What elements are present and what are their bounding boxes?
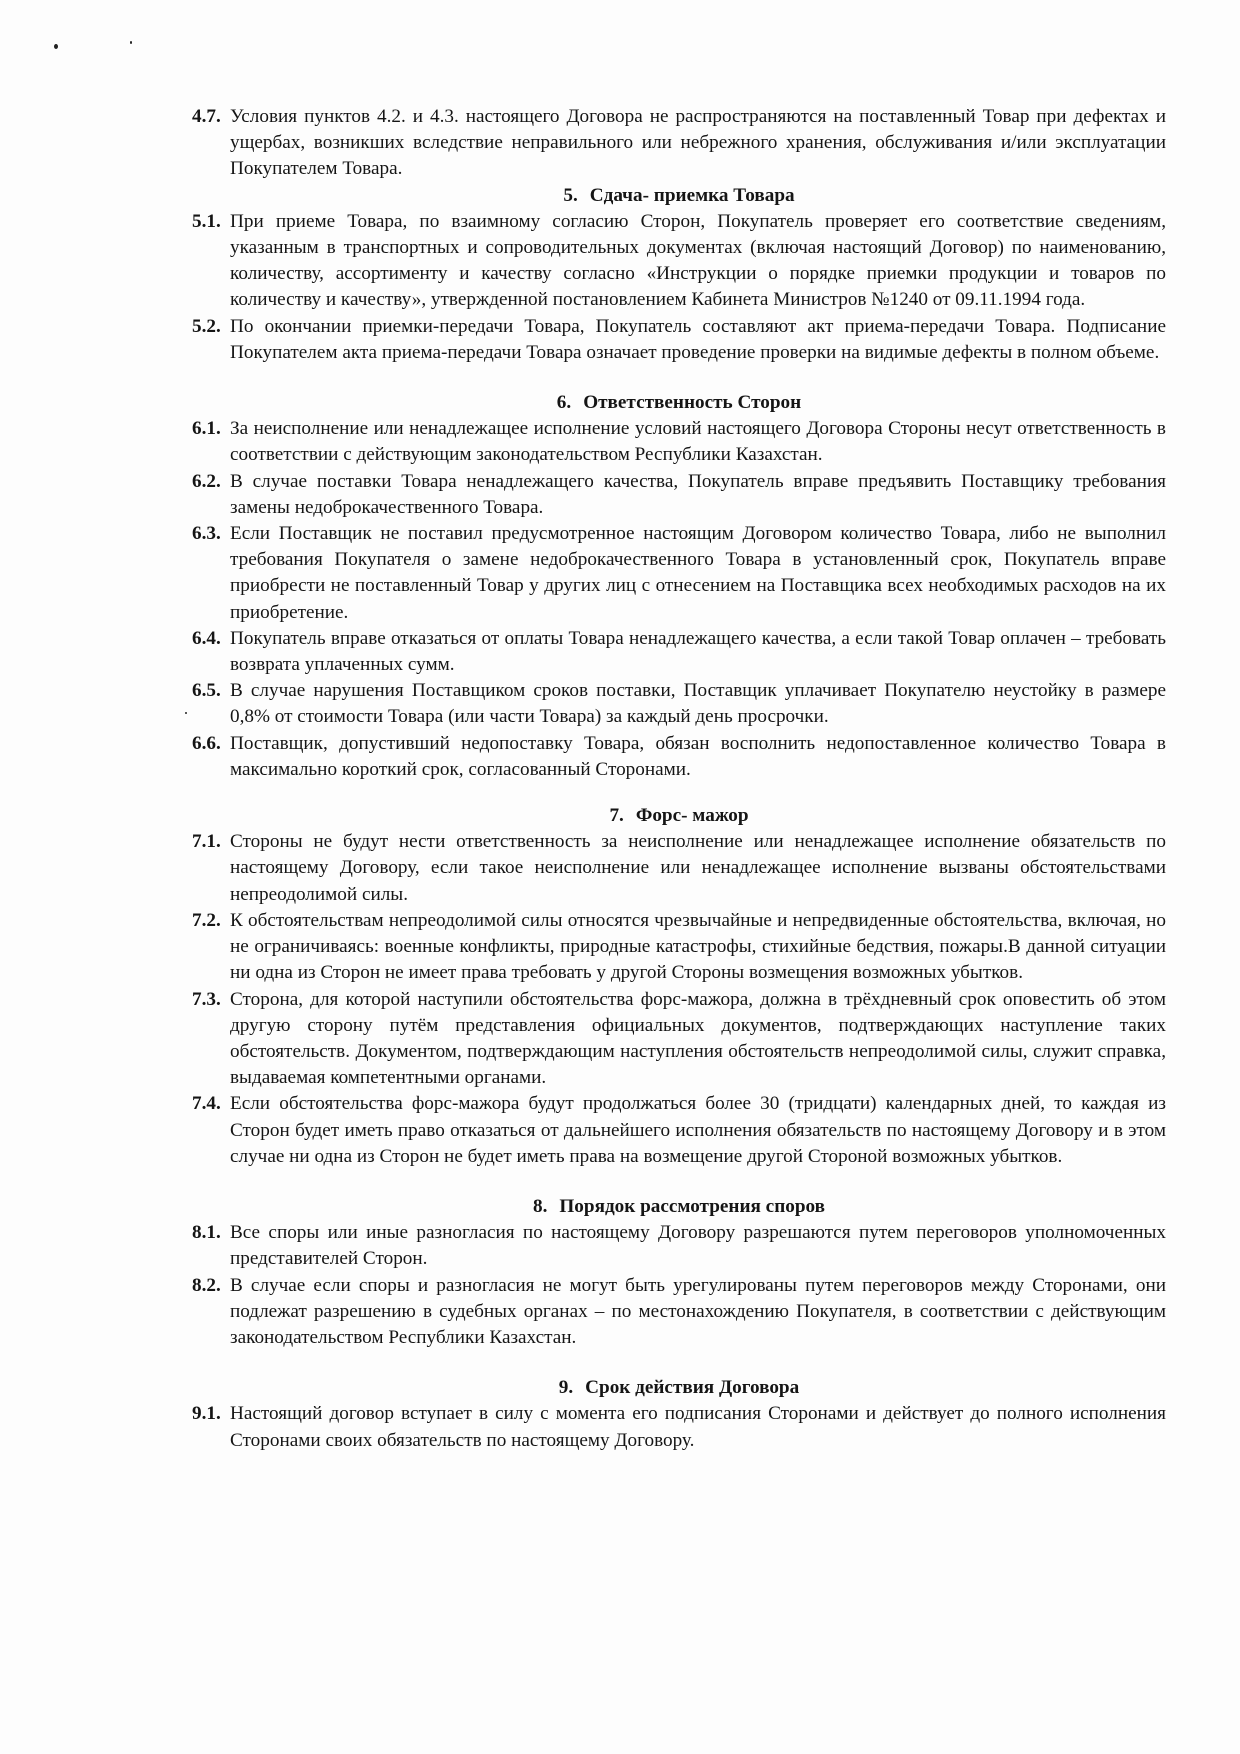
clause-text: Сторона, для которой наступили обстоятельства форс-мажора, должна в трёхдневный срок оповестить об этом другую сторону путём представления официальных документов, подтверждающих наступление таких обстоятельств. Документом, подтверждающим наступления обстоятельств непреодолимой силы, служит справка, выдаваемая компетентными органами.	[230, 988, 1166, 1089]
clause-number: 7.1.	[192, 831, 221, 853]
section-number: 6.	[556, 392, 572, 414]
clause-7-2	[192, 908, 1166, 987]
section-title: Срок действия Договора	[585, 1377, 800, 1399]
clause-number: 7.4.	[192, 1093, 221, 1115]
clause-text: В случае нарушения Поставщиком сроков поставки, Поставщик уплачивает Покупателю неустойку в размере 0,8% от стоимости Товара (или части Товара) за каждый день просрочки.	[230, 680, 1166, 728]
clause-text: Условия пунктов 4.2. и 4.3. настоящего Договора не распространяются на поставленный Товар при дефектах и ущербах, возникших вследствие неправильного или небрежного хранения, обслуживания и/или эксплуатации Покупателем Товара.	[230, 106, 1166, 180]
clause-number: 7.2.	[192, 909, 221, 931]
section-number: 5.	[563, 184, 578, 206]
clause-number: 6.3.	[192, 523, 221, 545]
clause-number: 7.3.	[192, 988, 221, 1010]
clause-number: 8.1.	[192, 1222, 221, 1244]
scan-speck	[130, 41, 132, 44]
clause-number: 8.2.	[192, 1274, 221, 1296]
clause-8-2	[192, 1273, 1166, 1352]
clause-number: 5.1.	[192, 210, 221, 232]
clause-number: 4.7.	[192, 106, 221, 127]
clause-9-1	[192, 1401, 1166, 1453]
section-title: Сдача- приемка Товара	[589, 184, 795, 206]
section-title: Форс- мажор	[635, 805, 749, 827]
clause-5-2	[192, 314, 1166, 366]
clause-8-1	[192, 1220, 1166, 1272]
section-number: 8.	[532, 1195, 548, 1217]
section-heading-7	[192, 803, 1166, 829]
section-number: 9.	[558, 1377, 574, 1399]
clause-4-7	[192, 104, 1166, 183]
clause-7-1	[192, 829, 1166, 908]
clause-text: Если Поставщик не поставил предусмотренное настоящим Договором количество Товара, либо не выполнил требования Покупателя о замене недоброкачественного Товара в установленный срок, Покупатель вправе приобрести не поставленный Товар у других лиц с отнесением на Поставщика всех необходимых расходов на их приобретение.	[230, 523, 1166, 623]
section-heading-5	[192, 183, 1166, 209]
clause-number: 5.2.	[192, 315, 221, 337]
scan-speck	[185, 712, 187, 714]
clause-7-4	[192, 1091, 1166, 1170]
clause-6-2	[192, 469, 1166, 521]
clause-text: К обстоятельствам непреодолимой силы относятся чрезвычайные и непредвиденные обстоятельства, включая, но не ограничиваясь: военные конфликты, природные катастрофы, стихийные бедствия, пожары.В данной ситуации ни одна из Сторон не имеет права требовать у другой Стороны возмещения возможных убытков.	[230, 909, 1166, 984]
contract-text	[192, 104, 1166, 1454]
clause-number: 9.1.	[192, 1403, 221, 1425]
clause-number: 6.5.	[192, 680, 221, 702]
clause-number: 6.2.	[192, 470, 221, 492]
clause-text: Стороны не будут нести ответственность за неисполнение или ненадлежащее исполнение обязательств по настоящему Договору, если такое неисполнение или ненадлежащее исполнение вызваны обстоятельствами непреодолимой силы.	[230, 831, 1166, 905]
clause-text: За неисполнение или ненадлежащее исполнение условий настоящего Договора Стороны несут ответственность в соответствии с действующим законодательством Республики Казахстан.	[230, 418, 1166, 466]
clause-6-4	[192, 626, 1166, 678]
clause-number: 6.6.	[192, 732, 221, 754]
section-heading-6	[192, 390, 1166, 416]
clause-text: При приеме Товара, по взаимному согласию Сторон, Покупатель проверяет его соответствие сведениям, указанным в транспортных и сопроводительных документах (включая настоящий Договор) по наименованию, количеству, ассортименту и качеству согласно «Инструкции о порядке приемки продукции и товаров по количеству и качеству», утвержденной постановлением Кабинета Министров №1240 от 09.11.1994 года.	[230, 210, 1166, 311]
section-number: 7.	[609, 805, 624, 827]
section-heading-9	[192, 1375, 1166, 1401]
clause-number: 6.1.	[192, 418, 221, 440]
clause-number: 6.4.	[192, 627, 221, 649]
clause-text: В случае если споры и разногласия не могут быть урегулированы путем переговоров между Сторонами, они подлежат разрешению в судебных органах – по местонахождению Покупателя, в соответствии с действующим законодательством Республики Казахстан.	[230, 1274, 1166, 1348]
section-title: Порядок рассмотрения споров	[559, 1195, 826, 1217]
clause-6-6	[192, 731, 1166, 783]
clause-text: Поставщик, допустивший недопоставку Товара, обязан восполнить недопоставленное количество Товара в максимально короткий срок, согласованный Сторонами.	[230, 732, 1166, 780]
clause-text: Все споры или иные разногласия по настоящему Договору разрешаются путем переговоров уполномоченных представителей Сторон.	[230, 1222, 1166, 1270]
clause-text: Если обстоятельства форс-мажора будут продолжаться более 30 (тридцати) календарных дней, то каждая из Сторон будет иметь право отказаться от дальнейшего исполнения обязательств по настоящему Договору и в этом случае ни одна из Сторон не будет иметь права на возмещение другой Стороной возможных убытков.	[230, 1093, 1166, 1167]
clause-text: Покупатель вправе отказаться от оплаты Товара ненадлежащего качества, а если такой Товар оплачен – требовать возврата уплаченных сумм.	[230, 627, 1166, 676]
clause-text: По окончании приемки-передачи Товара, Покупатель составляют акт приема-передачи Товара. Подписание Покупателем акта приема-передачи Товара означает проведение проверки на видимые дефекты в полном объеме.	[230, 315, 1166, 363]
section-title: Ответственность Сторон	[583, 392, 802, 414]
scan-speck	[54, 44, 58, 49]
clause-6-3	[192, 521, 1166, 626]
section-heading-8	[192, 1194, 1166, 1220]
clause-6-1	[192, 416, 1166, 468]
clause-text: Настоящий договор вступает в силу с момента его подписания Сторонами и действует до полного исполнения Сторонами своих обязательств по настоящему Договору.	[230, 1403, 1166, 1451]
clause-7-3	[192, 987, 1166, 1092]
clause-6-5	[192, 678, 1166, 730]
clause-5-1	[192, 209, 1166, 314]
clause-text: В случае поставки Товара ненадлежащего качества, Покупатель вправе предъявить Поставщику требования замены недоброкачественного Товара.	[230, 470, 1166, 518]
